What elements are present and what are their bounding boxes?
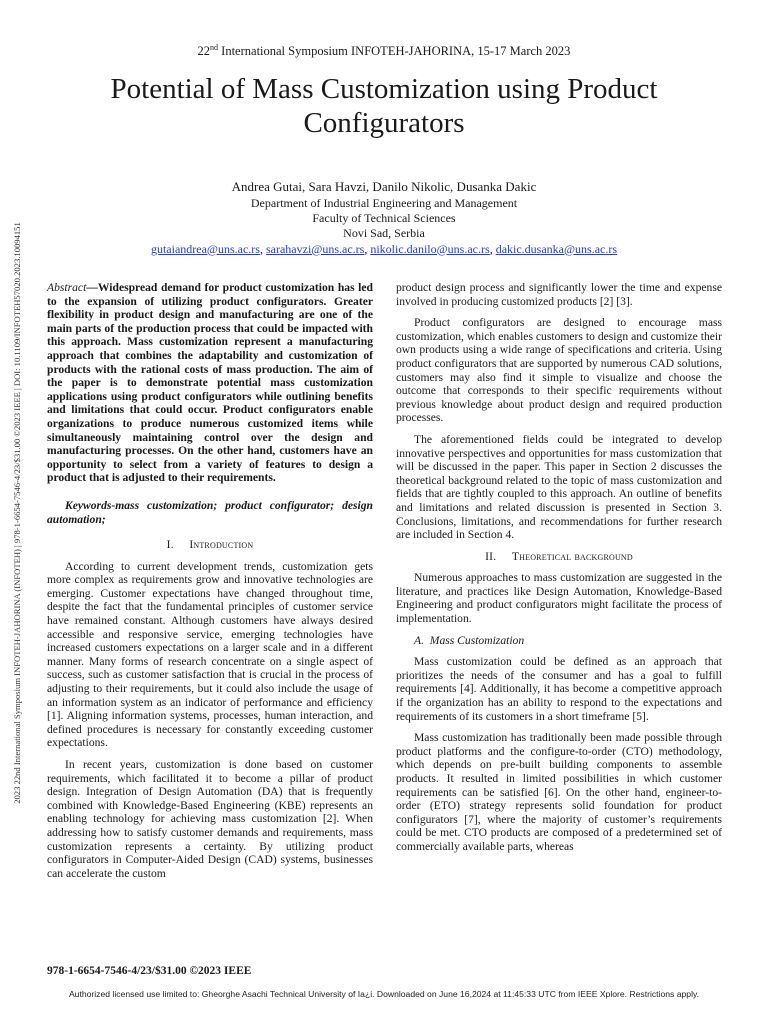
affiliation-block <box>0 196 768 257</box>
left-column <box>47 281 373 888</box>
city: Novi Sad, Serbia <box>343 226 425 241</box>
subsection-title: Mass Customization <box>429 633 525 647</box>
subsection-label: A. <box>414 633 424 647</box>
keywords: Keywords-mass customization; product configurator; design automation; <box>47 498 373 526</box>
paragraph: In recent years, customization is done based on customer requirements, which facilitated it to become a pillar of product design. Integration of Design Automation (DA) that is frequently combined with Knowledge-Based Engineering (KBE) represents an enabling technology for achieving mass customization [2]. When addressing how to satisfy customer demands and requirements, mass customization represents a certainty. By utilizing product configurators in Computer-Aided Design (CAD) systems, businesses can accelerate the custom <box>47 758 373 880</box>
conference-ordinal: 22 <box>197 44 211 59</box>
faculty: Faculty of Technical Sciences <box>312 211 456 226</box>
paper-title: Potential of Mass Customization using Product Configurators <box>110 73 658 139</box>
footer-license: Authorized licensed use limited to: Gheorghe Asachi Technical University of Ia¿i. Downloaded on June 16,2024 at 11:45:33 UTC from IEEE Xplore. Restrictions apply. <box>68 989 700 999</box>
conference-header <box>0 43 768 59</box>
section-heading-introduction <box>47 538 373 552</box>
conference-ordinal-suffix: nd <box>210 43 219 52</box>
email-list: gutaiandrea@uns.ac.rs, sarahavzi@uns.ac.rs, nikolic.danilo@uns.ac.rs, dakic.dusanka@uns.ac.rs <box>150 241 618 256</box>
right-column <box>396 281 722 862</box>
paragraph: product design process and significantly lower the time and expense involved in producing customized products [2] [3]. <box>396 281 722 308</box>
author-list: Andrea Gutai, Sara Havzi, Danilo Nikolic, Dusanka Dakic <box>231 179 537 194</box>
email-link[interactable]: sarahavzi@uns.ac.rs <box>265 241 365 256</box>
section-heading-theoretical-background <box>396 550 722 564</box>
section-number: I. <box>166 538 174 552</box>
footer-isbn: 978-1-6654-7546-4/23/$31.00 ©2023 IEEE <box>47 965 252 977</box>
paragraph: The aforementioned fields could be integrated to develop innovative perspectives and opportunities for mass customization that will be discussed in the paper. This paper in Section 2 discusses the theoretical background related to the topic of mass customization and fields that are tightly coupled to this approach. An outline of benefits and limitations and related discussion is presented in Section 3. Conclusions, limitations, and recommendations for further research are included in Section 4. <box>396 432 722 542</box>
paragraph: According to current development trends, customization gets more complex as requirements grow and innovative technologies are emerging. Customer expectations have changed throughout time, despite the fact that the fundamental principles of customer service have remained constant. Although customers have always desired accessible and responsive service, emerging technologies have increased customers expectations on a larger scale and in a different manner. Many forms of research concentrate on a single aspect of success, such as customer satisfaction that is crucial in the process of adjusting to their requirements, but it could also include the usage of an information system as an indicator of performance and efficiency [1]. Aligning information systems, processes, human interaction, and defined procedures is necessary for constantly exceeding customer expectations. <box>47 559 373 750</box>
abstract-lead: Abstract <box>47 281 87 294</box>
side-identifier <box>11 183 23 843</box>
conference-name: International Symposium INFOTEH-JAHORINA, 15-17 March 2023 <box>221 44 571 59</box>
email-link[interactable]: gutaiandrea@uns.ac.rs <box>150 241 260 256</box>
paragraph: Numerous approaches to mass customization are suggested in the literature, and practices like Design Automation, Knowledge-Based Engineering and product configurators might facilitate the process of implementation. <box>396 571 722 626</box>
section-number: II. <box>485 549 497 563</box>
department: Department of Industrial Engineering and Management <box>250 196 518 210</box>
section-title: Introduction <box>189 538 254 552</box>
subsection-heading-mass-customization <box>396 634 722 648</box>
side-identifier-text: 2023 22nd International Symposium INFOTEH-JAHORINA (INFOTEH) | 978-1-6654-7546-4/23/$31.00 ©2023 IEEE | DOI: 10.1109/INFOTEH57020.2023.10094151 <box>12 222 22 804</box>
abstract-text: —Widespread demand for product customization has led to the expansion of utilizing product configurators. Greater flexibility in product design and manufacturing are one of the main parts of the production process that could be impacted with this approach. Mass customization represent a manufacturing approach that combines the adaptability and customization of products with the rational costs of mass production. The aim of the paper is to demonstrate potential mass customization applications using product configurators while outlining benefits and limitations that could occur. Product configurators enable organizations to produce numerous customized items while simultaneously maintaining control over the design and manufacturing processes. On the other hand, customers have an opportunity to select from a variety of features to design a product that is adjusted to their requirements. <box>47 281 373 485</box>
paragraph: Product configurators are designed to encourage mass customization, which enables customers to design and customize their own products using a wide range of specifications and criteria. Using product configurators that are supported by numerous CAD solutions, customers may also find it simple to visualize and choose the outcome that corresponds to their specific requirements without previous knowledge about product design and required production processes. <box>396 316 722 425</box>
paragraph: Mass customization could be defined as an approach that prioritizes the needs of the consumer and has a goal to fulfill requirements [4]. Additionally, it has become a competitive approach if the organization has an ability to respond to the expectations and requirements of its customers in a short timeframe [5]. <box>396 655 722 723</box>
email-link[interactable]: nikolic.danilo@uns.ac.rs <box>370 241 490 256</box>
paragraph: Mass customization has traditionally been made possible through product platforms and the configure-to-order (CTO) methodology, which depends on pre-built building components to assemble products. It resulted in limited possibilities in which customer requirements can be satisfied [6]. On the other hand, engineer-to-order (ETO) strategy represents solid foundation for product configurators [7], where the majority of customer’s requirements could be met. CTO products are composed of a predetermined set of commercially available parts, whereas <box>396 731 722 853</box>
email-link[interactable]: dakic.dusanka@uns.ac.rs <box>495 241 618 256</box>
section-title: Theoretical background <box>511 549 633 563</box>
abstract <box>47 281 373 485</box>
